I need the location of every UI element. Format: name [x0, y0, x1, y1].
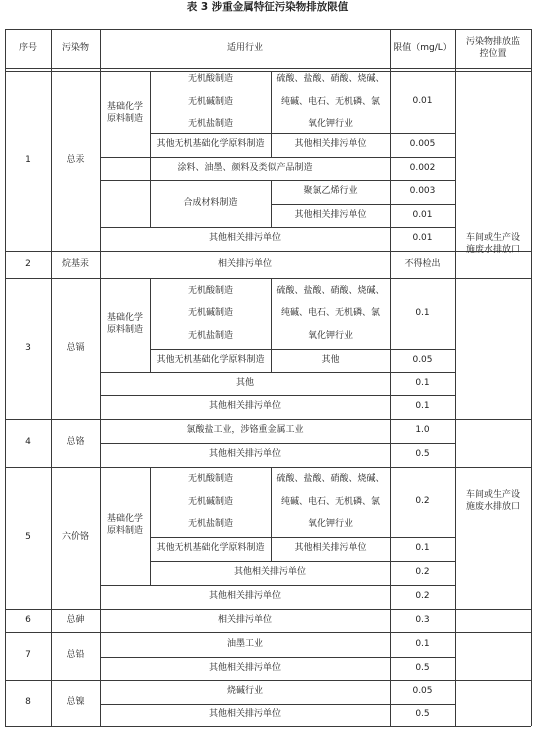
limit-value: 0.01 — [412, 233, 433, 244]
industry-chemical-products: 无机酸制造 无机碱制造 无机盐制造 — [187, 285, 233, 341]
limit-value: 0.003 — [409, 186, 436, 197]
industry-other-units: 其他相关排污单位 — [208, 233, 281, 244]
limit-value: 0.05 — [412, 686, 433, 697]
industry-coating: 涂料、油墨、颜料及类似产品制造 — [177, 162, 313, 173]
pollutant-total-lead: 总铅 — [66, 650, 85, 661]
industry-other-units: 其他相关排污单位 — [208, 662, 281, 673]
table-caption: 表 3 涉重金属特征污染物排放限值 — [186, 1, 349, 13]
industry-other: 其他 — [235, 377, 254, 388]
industry-caustic-soda: 烧碱行业 — [226, 686, 263, 697]
limit-value: 0.2 — [415, 567, 430, 578]
industry-chemical-group: 基础化学 原料制造 — [106, 514, 143, 536]
seq-2: 2 — [25, 258, 31, 269]
seq-3: 3 — [25, 342, 31, 353]
industry-pvc: 聚氯乙烯行业 — [303, 186, 358, 197]
industry-other-units: 其他相关排污单位 — [208, 449, 281, 460]
limit-value: 0.1 — [415, 377, 430, 388]
industry-alkali-list: 硫酸、盐酸、硝酸、烧碱、 纯碱、电石、无机磷、氯 氧化钾行业 — [276, 74, 385, 130]
industry-other-units: 其他相关排污单位 — [208, 709, 281, 720]
industry-other-units: 其他相关排污单位 — [233, 567, 306, 578]
limit-value: 0.2 — [415, 591, 430, 602]
limit-value: 0.1 — [415, 401, 430, 412]
seq-6: 6 — [25, 614, 31, 625]
limit-value: 0.2 — [415, 496, 430, 507]
industry-other: 其他 — [321, 354, 340, 365]
seq-7: 7 — [25, 650, 31, 661]
pollutant-total-arsenic: 总砷 — [66, 614, 85, 625]
header-monitor: 污染物排放监 控位置 — [465, 36, 520, 59]
limit-value: 0.01 — [412, 209, 433, 220]
monitor-location: 车间或生产设 施废水排放口 — [465, 233, 520, 255]
limit-value: 0.05 — [412, 354, 433, 365]
industry-alkali-list: 硫酸、盐酸、硝酸、烧碱、 纯碱、电石、无机磷、氯 氧化钾行业 — [276, 474, 385, 530]
header-pollutant: 污染物 — [61, 42, 89, 53]
industry-other-inorganic: 其他无机基础化学原料制造 — [156, 543, 265, 554]
limit-value: 0.3 — [415, 614, 430, 625]
seq-5: 5 — [25, 532, 31, 543]
seq-8: 8 — [25, 697, 31, 708]
industry-units: 相关排污单位 — [217, 258, 272, 269]
industry-units: 相关排污单位 — [217, 614, 272, 625]
industry-chemical-products: 无机酸制造 无机碱制造 无机盐制造 — [187, 74, 233, 130]
industry-other-inorganic: 其他无机基础化学原料制造 — [156, 354, 265, 365]
industry-other-units: 其他相关排污单位 — [294, 209, 367, 220]
pollutant-hexavalent-chromium: 六价铬 — [61, 532, 89, 543]
limit-value: 0.5 — [415, 662, 430, 673]
header-seq: 序号 — [18, 42, 37, 53]
industry-other-units: 其他相关排污单位 — [208, 591, 281, 602]
limit-value: 0.5 — [415, 449, 430, 460]
pollutant-total-mercury: 总汞 — [66, 155, 85, 166]
industry-chemical-group: 基础化学 原料制造 — [106, 313, 143, 335]
pollutant-total-chromium: 总铬 — [66, 437, 85, 448]
industry-chlorate: 氯酸盐工业，涉铬重金属工业 — [186, 425, 304, 436]
pollutant-alkyl-mercury: 烷基汞 — [61, 258, 89, 269]
industry-synthetic: 合成材料制造 — [183, 197, 238, 208]
industry-chemical-group: 基础化学 原料制造 — [106, 102, 143, 124]
header-limit: 限值（mg/L） — [393, 42, 452, 53]
limit-value: 0.1 — [415, 638, 430, 649]
header-industry: 适用行业 — [226, 42, 263, 53]
industry-other-units: 其他相关排污单位 — [208, 401, 281, 412]
pollutant-total-nickel: 总镍 — [66, 697, 85, 708]
seq-4: 4 — [25, 437, 31, 448]
industry-alkali-list: 硫酸、盐酸、硝酸、烧碱、 纯碱、电石、无机磷、氯 氧化钾行业 — [276, 285, 385, 341]
industry-other-units: 其他相关排污单位 — [294, 543, 367, 554]
industry-other-units: 其他相关排污单位 — [294, 139, 367, 150]
monitor-location: 车间或生产设 施废水排放口 — [465, 490, 520, 512]
limit-value: 1.0 — [415, 425, 430, 436]
limit-value: 0.5 — [415, 709, 430, 720]
industry-chemical-products: 无机酸制造 无机碱制造 无机盐制造 — [187, 474, 233, 530]
pollutant-total-cadmium: 总镉 — [66, 342, 85, 353]
industry-ink: 油墨工业 — [226, 638, 263, 649]
emission-limits-table — [5, 29, 531, 726]
limit-value: 0.1 — [415, 307, 430, 318]
limit-value: 0.005 — [409, 139, 436, 150]
limit-value: 0.002 — [409, 162, 436, 173]
seq-1: 1 — [25, 155, 31, 166]
limit-value: 0.01 — [412, 96, 433, 107]
limit-value: 不得检出 — [404, 258, 441, 269]
limit-value: 0.1 — [415, 543, 430, 554]
industry-other-inorganic: 其他无机基础化学原料制造 — [156, 139, 265, 150]
